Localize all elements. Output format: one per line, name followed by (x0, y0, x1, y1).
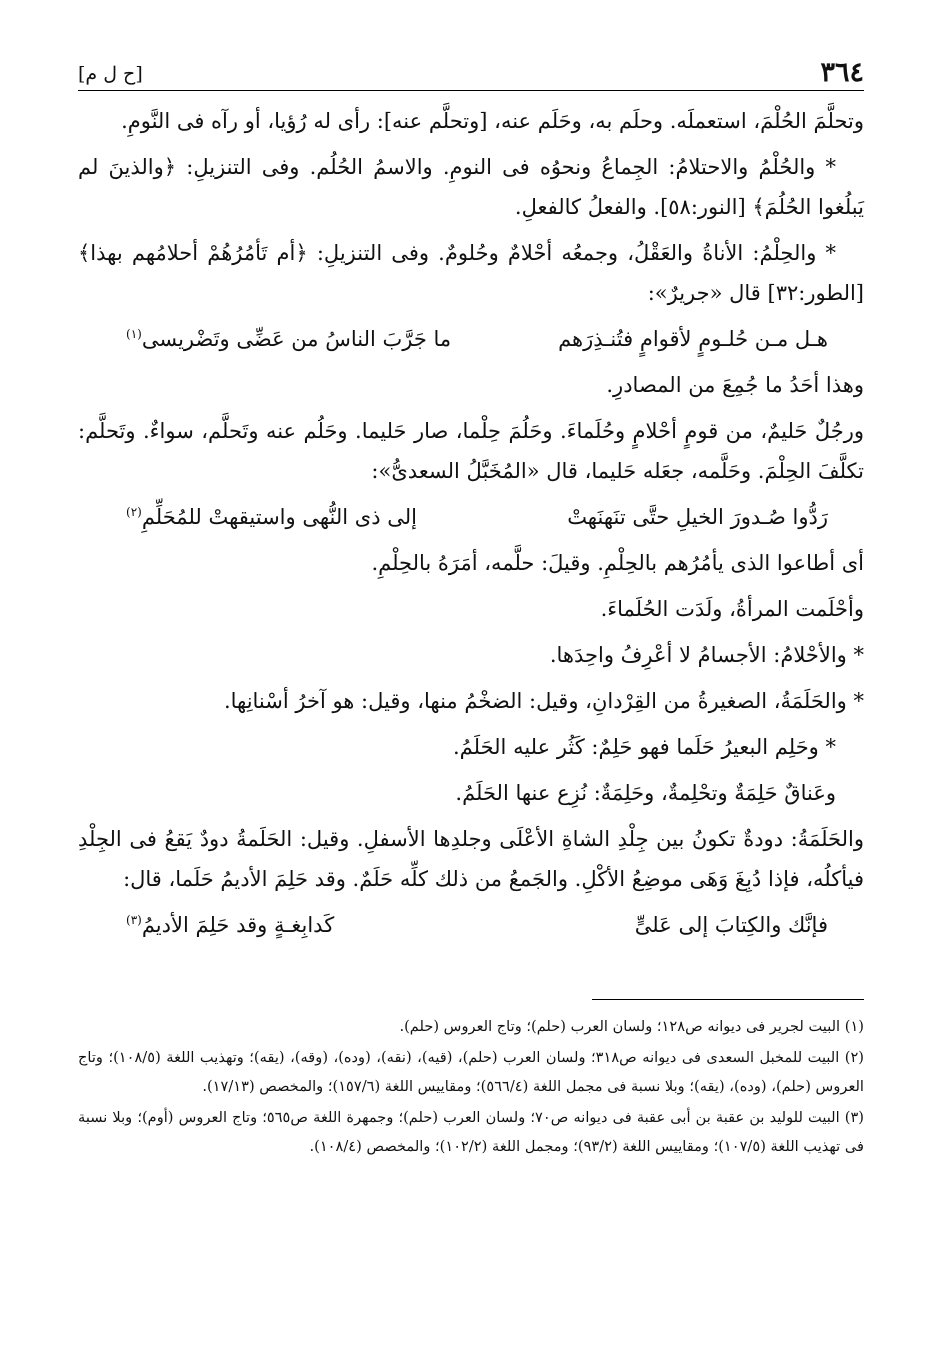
paragraph: وتحلَّمَ الحُلْمَ، استعملَه. وحلَم به، وحَلَم عنه، [وتحلَّم عنه]: رأى له رُؤيا، أو رآه فى النَّومِ. (121, 109, 864, 133)
footnote-marker: (١) (126, 327, 142, 341)
page-header (78, 40, 864, 91)
verse-text: إلى ذى النُّهى واستيقهتْ للمُحَلِّمِ (141, 505, 417, 529)
verse-line (78, 319, 864, 359)
paragraph: * والحُلْمُ والاحتلامُ: الجِماعُ ونحوُه فى النومِ. والاسمُ الحُلُم. وفى التنزيلِ: ﴿والذينَ لم يَبلُغوا الحُلُمَ﴾ [النور:٥٨]. والفعلُ كالفعلِ. (78, 155, 864, 219)
page-number: ٣٦٤ (820, 57, 864, 88)
verse-text: كَدابِغـةٍ وقد حَلِمَ الأديمُ (141, 913, 335, 937)
verse-line (78, 497, 864, 537)
paragraph: * والأحْلامُ: الأجسامُ لا أعْرِفُ واحِدَها. (549, 643, 864, 667)
entry-body (78, 101, 864, 945)
verse-first-hemistich: رَدُّوا صُـدورَ الخيلِ حتَّى تنَهنَهتْ (567, 505, 828, 529)
footnotes (78, 1012, 864, 1161)
paragraph: والحَلَمَةُ: دودةٌ تكونُ بين جِلْدِ الشاةِ الأعْلَى وجلدِها الأسفلِ. وقيل: الحَلَمةُ دودٌ يَقعُ فى الجِلْدِ فيأكلُه، فإذا دُبِغَ وَهَى موضِعُ الأكْلِ. والجَمعُ من ذلك كلِّه حَلَمٌ. وقد حَلِمَ الأديمُ حَلَما، قال: (78, 827, 864, 891)
footnote: (٣) البيت للوليد بن عقبة بن أبى عقبة فى ديوانه ص٧٠؛ ولسان العرب (حلم)؛ وجمهرة اللغة ص٥٦٥؛ وتاج العروس (أوم)؛ وبلا نسبة فى تهذيب اللغة (١٠٧/٥)؛ ومقاييس اللغة (٩٣/٢)؛ ومجمل اللغة (١٠٢/٢)؛ والمخصص (١٠٨/٤). (78, 1109, 864, 1155)
verse-second-hemistich (126, 319, 451, 359)
footnote-marker: (٢) (126, 505, 142, 519)
verse-second-hemistich (126, 497, 417, 537)
verse-line (78, 905, 864, 945)
verse-text: ما جَرَّبَ الناسُ من عَضِّى وتَضْريسى (141, 327, 452, 351)
verse-second-hemistich (126, 905, 334, 945)
verse-first-hemistich: فإنَّك والكِتابَ إلى عَلىٍّ (634, 913, 828, 937)
paragraph: * والحَلَمَةُ، الصغيرةُ من القِرْدانِ، وقيل: الضخْمُ منها، وقيل: هو آخرُ أسْنانِها. (223, 689, 864, 713)
root-label: [ح ل م] (78, 63, 143, 85)
paragraph: ورجُلٌ حَليمٌ، من قومٍ أحْلامٍ وحُلَماءَ. وحَلُمَ حِلْما، صار حَليما. وحَلُم عنه وتَحلَّم، سواءٌ. وتَحلَّم: تكلَّفَ الحِلْمَ. وحَلَّمه، جعَله حَليما، قال «المُخَبَّلُ السعدىُّ»: (78, 419, 864, 483)
verse-first-hemistich: هـل مـن حُلـومٍ لأقوامٍ فتُنـذِرَهم (558, 327, 828, 351)
footnote: (١) البيت لجرير فى ديوانه ص١٢٨؛ ولسان العرب (حلم)؛ وتاج العروس (حلم). (399, 1018, 864, 1035)
paragraph: * والحِلْمُ: الأناةُ والعَقْلُ، وجمعُه أحْلامٌ وحُلومٌ. وفى التنزيلِ: ﴿أم تَأمُرُهُمْ أحلامُهم بهذا﴾ [الطور:٣٢] قال «جريرٌ»: (78, 241, 864, 305)
footnote-marker: (٣) (126, 913, 142, 927)
dictionary-page (78, 40, 864, 1367)
footnote-divider (592, 999, 864, 1000)
paragraph: وعَناقٌ حَلِمَةٌ وتحْلِمةٌ، وحَلِمَةٌ: نُزِع عنها الحَلَمُ. (455, 781, 836, 805)
paragraph: أى أطاعوا الذى يأمُرُهم بالحِلْمِ. وقيلَ: حلَّمه، أمَرَهُ بالحِلْمِ. (371, 551, 864, 575)
footnote: (٢) البيت للمخبل السعدى فى ديوانه ص٣١٨؛ ولسان العرب (حلم)، (قيه)، (نقه)، (وده)، (وقه)، (يقه)؛ وتهذيب اللغة (١٠٨/٥)؛ وتاج العروس (حلم)، (وده)، (يقه)؛ وبلا نسبة فى مجمل اللغة (٥٦٦/٤)؛ ومقاييس اللغة (١٥٧/٦)؛ والمخصص (١٧/١٣). (78, 1049, 864, 1095)
paragraph: وهذا أحَدُ ما جُمِعَ من المصادرِ. (606, 373, 864, 397)
paragraph: وأحْلَمت المرأةُ، ولَدَت الحُلَماءَ. (600, 597, 864, 621)
paragraph: * وحَلِم البعيرُ حَلَما فهو حَلِمٌ: كَثُر عليه الحَلَمُ. (453, 735, 836, 759)
